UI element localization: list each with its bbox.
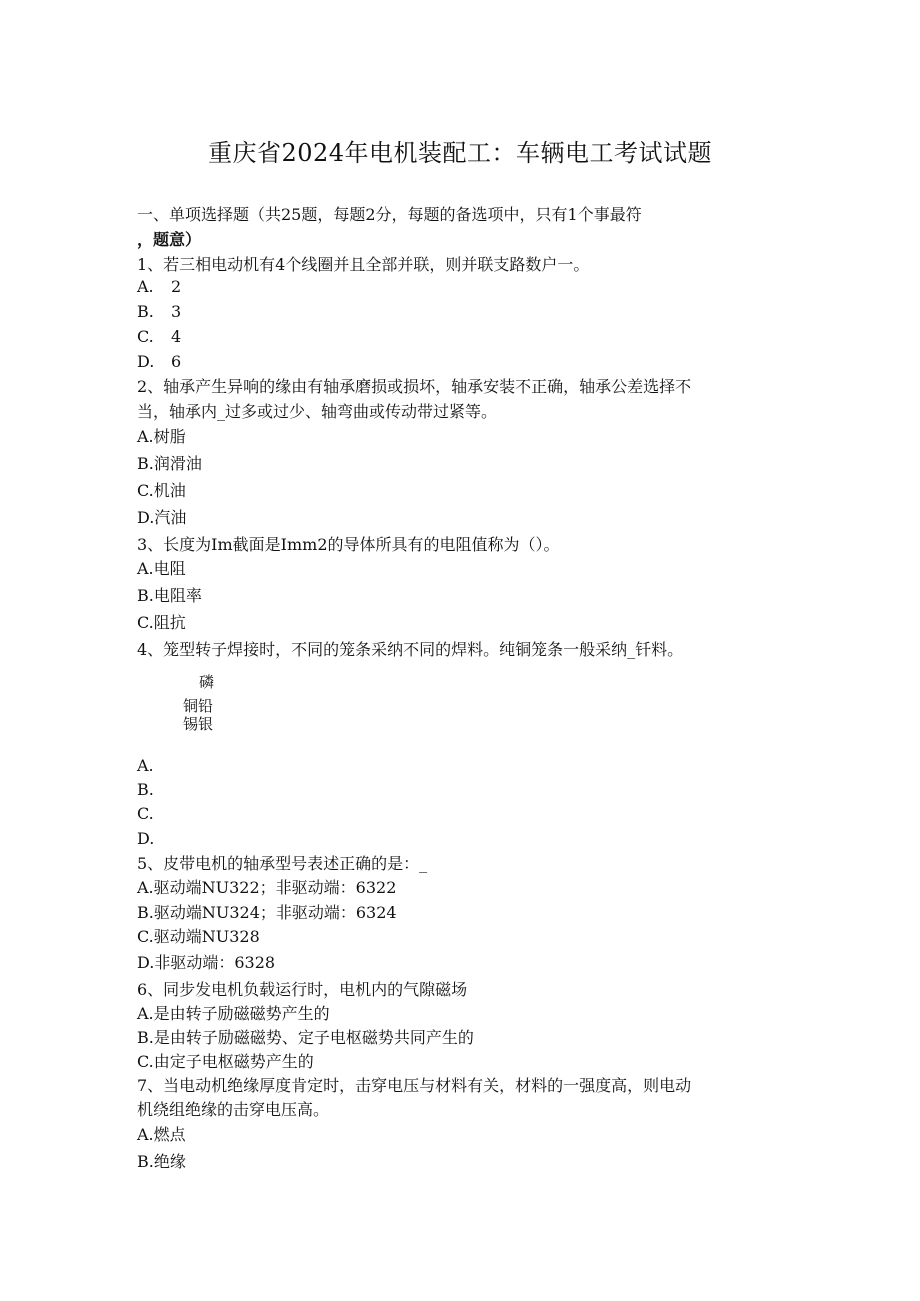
question-7-option-b: B.绝缘 <box>137 1152 186 1171</box>
option-letter: A. <box>137 277 154 296</box>
question-4-floating-text-3: 锡银 <box>183 715 214 733</box>
question-3-option-a: A.电阻 <box>137 559 186 578</box>
question-1-option-d <box>137 352 181 372</box>
section-heading: 一、单项选择题（共25题，每题2分，每题的备选项中，只有1个事最符 <box>137 205 642 224</box>
question-6-stem: 6、同步发电机负载运行时，电机内的气隙磁场 <box>137 980 468 999</box>
question-4-option-b: B. <box>137 780 154 799</box>
question-4-option-a: A. <box>137 756 154 775</box>
question-2-stem-line-2: 当，轴承内_过多或过少、轴弯曲或传动带过紧等。 <box>137 402 498 421</box>
question-7-stem-line-1: 7、当电动机绝缘厚度肯定时，击穿电压与材料有关，材料的一强度高，则电动 <box>137 1076 692 1095</box>
option-letter: C. <box>137 327 154 346</box>
option-text: 2 <box>171 277 182 296</box>
question-1-stem: 1、若三相电动机有4个线圈并且全部并联，则并联支路数户一。 <box>137 255 590 274</box>
question-5-option-a: A.驱动端NU322；非驱动端：6322 <box>137 878 397 897</box>
question-4-stem: 4、笼型转子焊接时，不同的笼条采纳不同的焊料。纯铜笼条一般采纳_钎料。 <box>137 640 684 659</box>
question-2-option-a: A.树脂 <box>137 427 186 446</box>
question-1-option-b <box>137 302 181 322</box>
option-text: 4 <box>171 327 182 346</box>
question-7-option-a: A.燃点 <box>137 1125 186 1144</box>
section-heading-continued: ，题意） <box>137 230 202 249</box>
question-5-option-d: D.非驱动端：6328 <box>137 953 276 972</box>
question-2-stem-line-1: 2、轴承产生异响的缘由有轴承磨损或损坏，轴承安装不正确，轴承公差选择不 <box>137 377 692 396</box>
question-4-floating-text-2: 铜铅 <box>183 697 214 715</box>
question-5-option-c: C.驱动端NU328 <box>137 927 260 946</box>
question-6-option-b: B.是由转子励磁磁势、定子电枢磁势共同产生的 <box>137 1028 474 1047</box>
question-1-option-c <box>137 327 181 347</box>
question-2-option-b: B.润滑油 <box>137 454 202 473</box>
question-3-option-b: B.电阻率 <box>137 586 202 605</box>
question-3-option-c: C.阻抗 <box>137 613 186 632</box>
question-4-option-c: C. <box>137 804 154 823</box>
question-3-stem: 3、长度为Im截面是Imm2的导体所具有的电阻值称为（）。 <box>137 535 560 554</box>
question-7-stem-line-2: 机绕组绝缘的击穿电压高。 <box>137 1100 330 1119</box>
question-6-option-a: A.是由转子励磁磁势产生的 <box>137 1004 330 1023</box>
option-text: 3 <box>171 302 182 321</box>
question-2-option-c: C.机油 <box>137 481 186 500</box>
question-1-option-a <box>137 277 181 297</box>
option-text: 6 <box>171 352 182 371</box>
document-title: 重庆省2024年电机装配工：车辆电工考试试题 <box>207 139 713 167</box>
question-5-option-b: B.驱动端NU324；非驱动端：6324 <box>137 903 397 922</box>
question-6-option-c: C.由定子电枢磁势产生的 <box>137 1052 314 1071</box>
question-5-stem: 5、皮带电机的轴承型号表述正确的是：_ <box>137 854 428 873</box>
option-letter: B. <box>137 302 154 321</box>
question-4-floating-text-1: 磷 <box>199 673 215 691</box>
question-4-option-d: D. <box>137 829 155 848</box>
question-2-option-d: D.汽油 <box>137 508 187 527</box>
option-letter: D. <box>137 352 155 371</box>
